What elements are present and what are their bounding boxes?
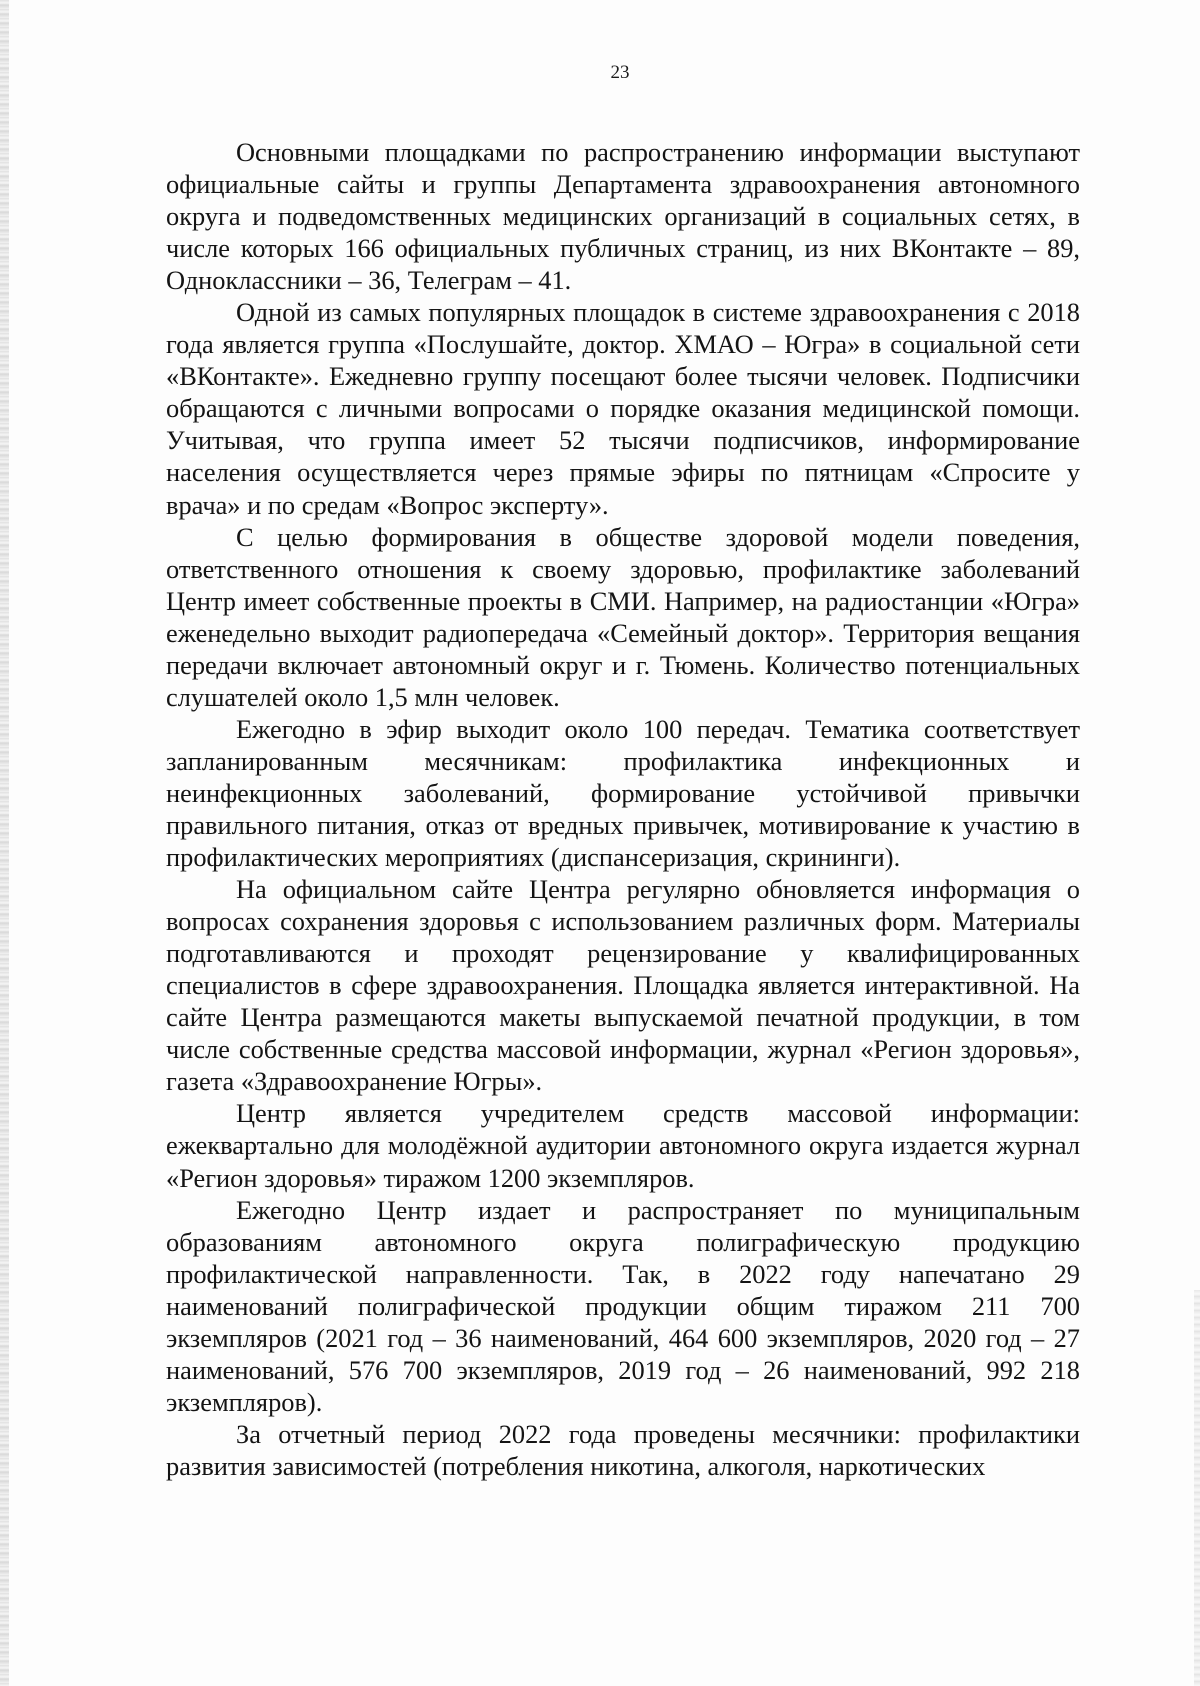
scan-edge-right xyxy=(1194,1290,1200,1686)
paragraph: Ежегодно Центр издает и распространяет по муниципальным образованиям автономного округа полиграфическую продукцию профилактической направленности. Так, в 2022 году напечатано 29 наименований полиграфической продукции общим тиражом 211 700 экземпляров (2021 год – 36 наименований, 464 600 экземпляров, 2020 год – 27 наименований, 576 700 экземпляров, 2019 год – 26 наименований, 992 218 экземпляров). xyxy=(166,1194,1080,1417)
paragraph: Ежегодно в эфир выходит около 100 передач. Тематика соответствует запланированным месячникам: профилактика инфекционных и неинфекционных заболеваний, формирование устойчивой привычки правильного питания, отказ от вредных привычек, мотивирование к участию в профилактических мероприятиях (диспансеризация, скрининги). xyxy=(166,713,1080,873)
paragraph: С целью формирования в обществе здоровой модели поведения, ответственного отношения к своему здоровью, профилактике заболеваний Центр имеет собственные проекты в СМИ. Например, на радиостанции «Югра» еженедельно выходит радиопередача «Семейный доктор». Территория вещания передачи включает автономный округ и г. Тюмень. Количество потенциальных слушателей около 1,5 млн человек. xyxy=(166,521,1080,712)
page-number: 23 xyxy=(610,62,630,83)
paragraph: Одной из самых популярных площадок в системе здравоохранения с 2018 года является группа «Послушайте, доктор. ХМАО – Югра» в социальной сети «ВКонтакте». Ежедневно группу посещают более тысячи человек. Подписчики обращаются с личными вопросами о порядке оказания медицинской помощи. Учитывая, что группа имеет 52 тысячи подписчиков, информирование населения осуществляется через прямые эфиры по пятницам «Спросите у врача» и по средам «Вопрос эксперту». xyxy=(166,297,1080,520)
paragraph-last: За отчетный период 2022 года проведены месячники: профилактики развития зависимостей (потребления никотина, алкоголя, наркотических xyxy=(166,1418,1080,1481)
paragraph: Центр является учредителем средств массовой информации: ежеквартально для молодёжной аудитории автономного округа издается журнал «Регион здоровья» тиражом 1200 экземпляров. xyxy=(166,1098,1080,1193)
paragraph: На официальном сайте Центра регулярно обновляется информация о вопросах сохранения здоровья с использованием различных форм. Материалы подготавливаются и проходят рецензирование у квалифицированных специалистов в сфере здравоохранения. Площадка является интерактивной. На сайте Центра размещаются макеты выпускаемой печатной продукции, в том числе собственные средства массовой информации, журнал «Регион здоровья», газета «Здравоохранение Югры». xyxy=(166,874,1080,1097)
body-text xyxy=(166,136,1080,1482)
scan-edge-left xyxy=(0,0,9,1686)
paragraph: Основными площадками по распространению информации выступают официальные сайты и группы Департамента здравоохранения автономного округа и подведомственных медицинских организаций в социальных сетях, в числе которых 166 официальных публичных страниц, из них ВКонтакте – 89, Одноклассники – 36, Телеграм – 41. xyxy=(166,137,1080,296)
